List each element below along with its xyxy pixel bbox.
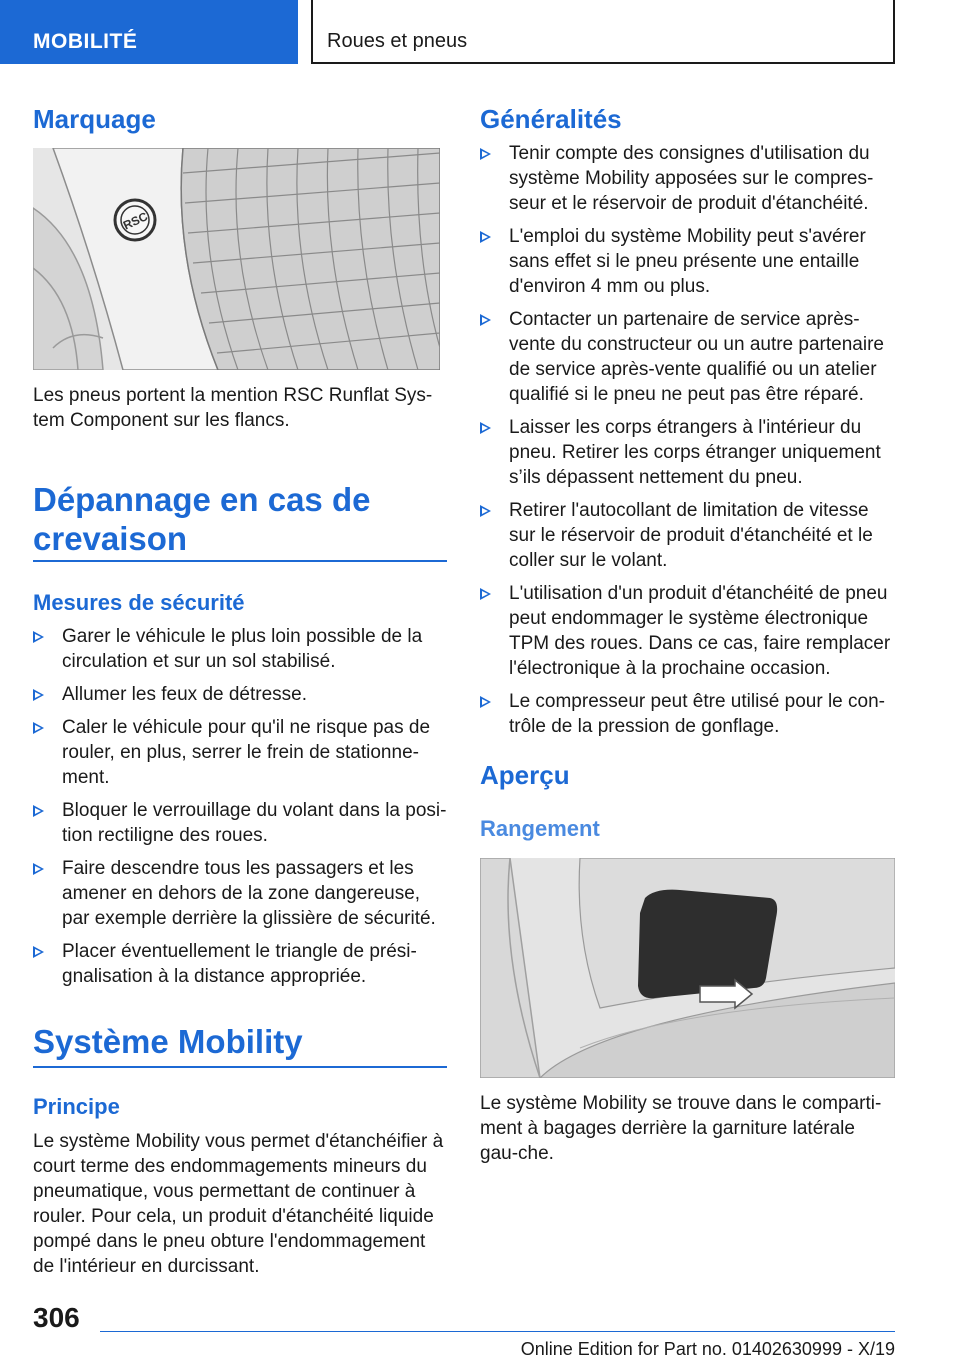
list-item: Garer le véhicule le plus loin possible de la circulation et sur un sol stabilisé. (33, 624, 447, 674)
triangle-bullet-icon (33, 631, 44, 643)
header-section-label: MOBILITÉ (33, 30, 138, 53)
depannage-heading: Dépannage en cas de crevaison (33, 481, 371, 557)
systeme-rule (33, 1066, 447, 1068)
triangle-bullet-icon (480, 314, 491, 326)
list-item: L'utilisation d'un produit d'étanchéité de pneu peut endommager le système électronique TPM des roues. Dans ce cas, faire remplacer l'électronique à la prochaine occasion. (480, 581, 898, 681)
principe-text: Le système Mobility vous permet d'étanchéifier à court terme des endommagements mineurs du pneumatique, vous permettant de continuer à rouler. Pour cela, un produit d'étanchéité liquide pompé dans le pneu obture l'endommagement de l'intérieur en durcissant. (33, 1131, 444, 1277)
triangle-bullet-icon (480, 696, 491, 708)
page-number: 306 (33, 1302, 80, 1333)
tire-illustration-svg (33, 148, 440, 370)
triangle-bullet-icon (480, 231, 491, 243)
list-item: Faire descendre tous les passagers et les amener en dehors de la zone dangereuse, par exemple derrière la glissière de sécurité. (33, 856, 447, 931)
rsc-logo-text: RSC (120, 209, 150, 233)
triangle-bullet-icon (33, 722, 44, 734)
list-item: Retirer l'autocollant de limitation de vitesse sur le réservoir de produit d'étanchéité et le coller sur le volant. (480, 498, 898, 573)
mesures-list (33, 624, 447, 997)
triangle-bullet-icon (33, 946, 44, 958)
triangle-bullet-icon (480, 148, 491, 160)
header-chapter-box (311, 0, 895, 64)
mesures-heading: Mesures de sécurité (33, 590, 245, 615)
triangle-bullet-icon (480, 422, 491, 434)
footer-edition-text: Online Edition for Part no. 01402630999 - X/19 (520, 1339, 895, 1359)
list-item: Caler le véhicule pour qu'il ne risque pas de rouler, en plus, serrer le frein de stationne-ment. (33, 715, 447, 790)
rangement-text: Le système Mobility se trouve dans le comparti-ment à bagages derrière la garniture latérale gau-che. (480, 1093, 882, 1164)
marquage-text: Les pneus portent la mention RSC Runflat Sys-tem Component sur les flancs. (33, 385, 433, 431)
header-chapter-label: Roues et pneus (327, 30, 468, 52)
generalites-heading: Généralités (480, 104, 622, 134)
tire-sidewall-illustration (33, 148, 440, 370)
generalites-list (480, 141, 898, 747)
list-item: Tenir compte des consignes d'utilisation du système Mobility apposées sur le compres-seur et le réservoir de produit d'étanchéité. (480, 141, 898, 216)
luggage-compartment-illustration (480, 858, 895, 1078)
triangle-bullet-icon (33, 689, 44, 701)
triangle-bullet-icon (33, 863, 44, 875)
apercu-heading: Aperçu (480, 760, 570, 790)
list-item: Placer éventuellement le triangle de prési-gnalisation à la distance appropriée. (33, 939, 447, 989)
list-item: Allumer les feux de détresse. (33, 682, 447, 707)
systeme-mobility-heading: Système Mobility (33, 1023, 303, 1060)
header-section-tab (0, 0, 298, 64)
principe-heading: Principe (33, 1094, 120, 1119)
list-item: L'emploi du système Mobility peut s'avérer sans effet si le pneu présente une entaille d'environ 4 mm ou plus. (480, 224, 898, 299)
depannage-rule (33, 560, 447, 562)
luggage-illustration-svg (480, 858, 895, 1078)
list-item: Le compresseur peut être utilisé pour le con-trôle de la pression de gonflage. (480, 689, 898, 739)
rangement-heading: Rangement (480, 816, 600, 841)
marquage-heading: Marquage (33, 104, 156, 134)
triangle-bullet-icon (480, 588, 491, 600)
list-item: Contacter un partenaire de service après-vente du constructeur ou un autre partenaire de service après-vente qualifié ou un atelier qualifié si le pneu ne peut pas être réparé. (480, 307, 898, 407)
list-item: Laisser les corps étrangers à l'intérieur du pneu. Retirer les corps étranger uniquement s’ils dépassent nettement du pneu. (480, 415, 898, 490)
list-item: Bloquer le verrouillage du volant dans la posi-tion rectiligne des roues. (33, 798, 447, 848)
triangle-bullet-icon (33, 805, 44, 817)
triangle-bullet-icon (480, 505, 491, 517)
footer-rule (100, 1331, 895, 1332)
